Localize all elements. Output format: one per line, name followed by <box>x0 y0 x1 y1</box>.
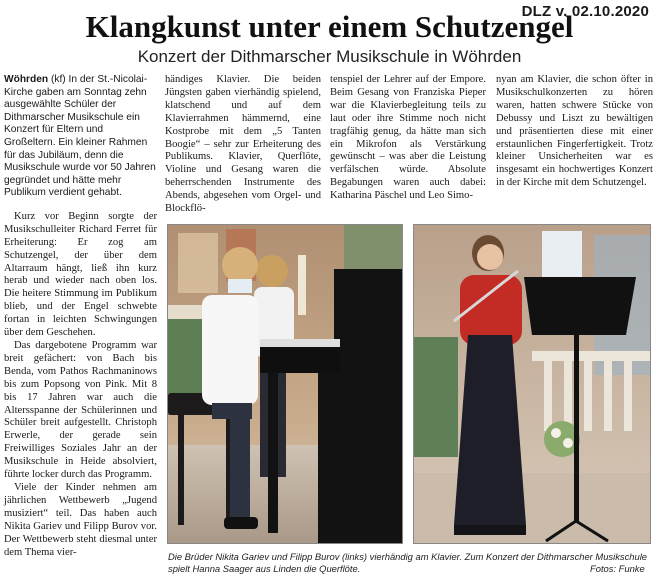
article-column-2 <box>165 74 321 216</box>
photo-piano-duo-image <box>168 225 403 544</box>
column-3-text: tenspiel der Lehrer auf der Empore. Beim Gesang von Franziska Pieper war die Klavierbegleitung teils zu laut oder ihre Stimme noch nicht tragfähig genug, da hätte man sich ein Mikrofon als Verstärkung gewünscht – was aber die Leistung verfälschen würde. Absolute Begabungen waren auch dabei: Katharina Päschel und Leo Simo- <box>330 74 486 202</box>
paragraph-2: Das dargebotene Programm war breit gefächert: von Bach bis Benda, vom Pathos Rachmaninows bis zum Popsong von Pink. Mit 8 bis 17 Jahren war auch die Altersspanne der Schülerinnen und Schüler breit aufgestellt. Christoph Erwerle, der gerade sein Freiwilliges Soziales Jahr an der Musikschule in Heide absolviert, führte locker durch das Programm. <box>4 340 157 481</box>
photo-caption: Die Brüder Nikita Gariev und Filipp Burov (links) vierhändig am Klavier. Zum Konzert der Dithmarscher Musikschule spielt Hanna Saager aus Linden die Querflöte. <box>168 551 647 574</box>
subheadline: Konzert der Dithmarscher Musikschule in Wöhrden <box>137 47 522 66</box>
dateline: Wöhrden <box>4 74 49 85</box>
column-2-text: händiges Klavier. Die beiden Jüngsten gaben vierhändig spielend, klatschend und auf dem Klavierrahmen hämmernd, eine Kostprobe mit dem „5 Tanten Boogie“ – sehr zur Erheiterung des Publikums. Klavier, Querflöte, Violine und Gesang waren die beherrschenden Instrumente des Abends, abgesehen vom Orgel- und Blockflö- <box>165 74 321 215</box>
headline: Klangkunst unter einem Schutzengel <box>85 9 574 44</box>
column-4-text: nyan am Klavier, die schon öfter in Musikschulkonzerten zu hören waren, hatten schwere Stücke von Debussy und Liszt zu bewältigen und präsentierten diese mit einer erstaunlichen Fingerfertigkeit. Trotz kleiner Unsicherheiten war es insgesamt ein hochwertiges Konzert in der Kirche mit dem Schutzengel. <box>496 74 653 189</box>
source-date-stamp: DLZ v. 02.10.2020 <box>521 3 649 20</box>
article-column-1 <box>4 74 157 559</box>
lead-paragraph <box>4 74 157 200</box>
photo-flute-player-image <box>414 225 651 544</box>
paragraph-3: Viele der Kinder nehmen am jährlichen Wettbewerb „Jugend musiziert“ teil. Das haben auch Nikita Gariev und Filipp Burov vor. Der Wettbewerb steht diesmal unter dem Thema vier- <box>4 481 157 558</box>
article-column-4 <box>496 74 653 190</box>
article-column-3 <box>330 74 486 203</box>
photo-credit: Fotos: Funke <box>590 563 645 574</box>
paragraph-1: Kurz vor Beginn sorgte der Musikschulleiter Richard Ferret für Erheiterung: Er zog am Schutzengel, der über dem Altarraum hängt, ließ ihn kurz herab und wieder nach oben los. Die heitere Stimmung im Publikum blieb, und der Engel schwebte fortan in leichten Schwingungen über dem Geschehen. <box>4 210 157 339</box>
lead-text: (kf) In der St.-Nicolai-Kirche gaben am Sonntag zehn ausgewählte Schüler der Dithmarscher Musikschule ein Konzert für Eltern und Großeltern. Ein kleiner Rahmen für das Jubiläum, denn die Musikschule wurde vor 50 Jahren gegründet und hätte mehr Publikum verdient gehabt. <box>4 74 156 199</box>
photo-piano-duo <box>167 224 403 544</box>
photo-flute-player <box>413 224 651 544</box>
